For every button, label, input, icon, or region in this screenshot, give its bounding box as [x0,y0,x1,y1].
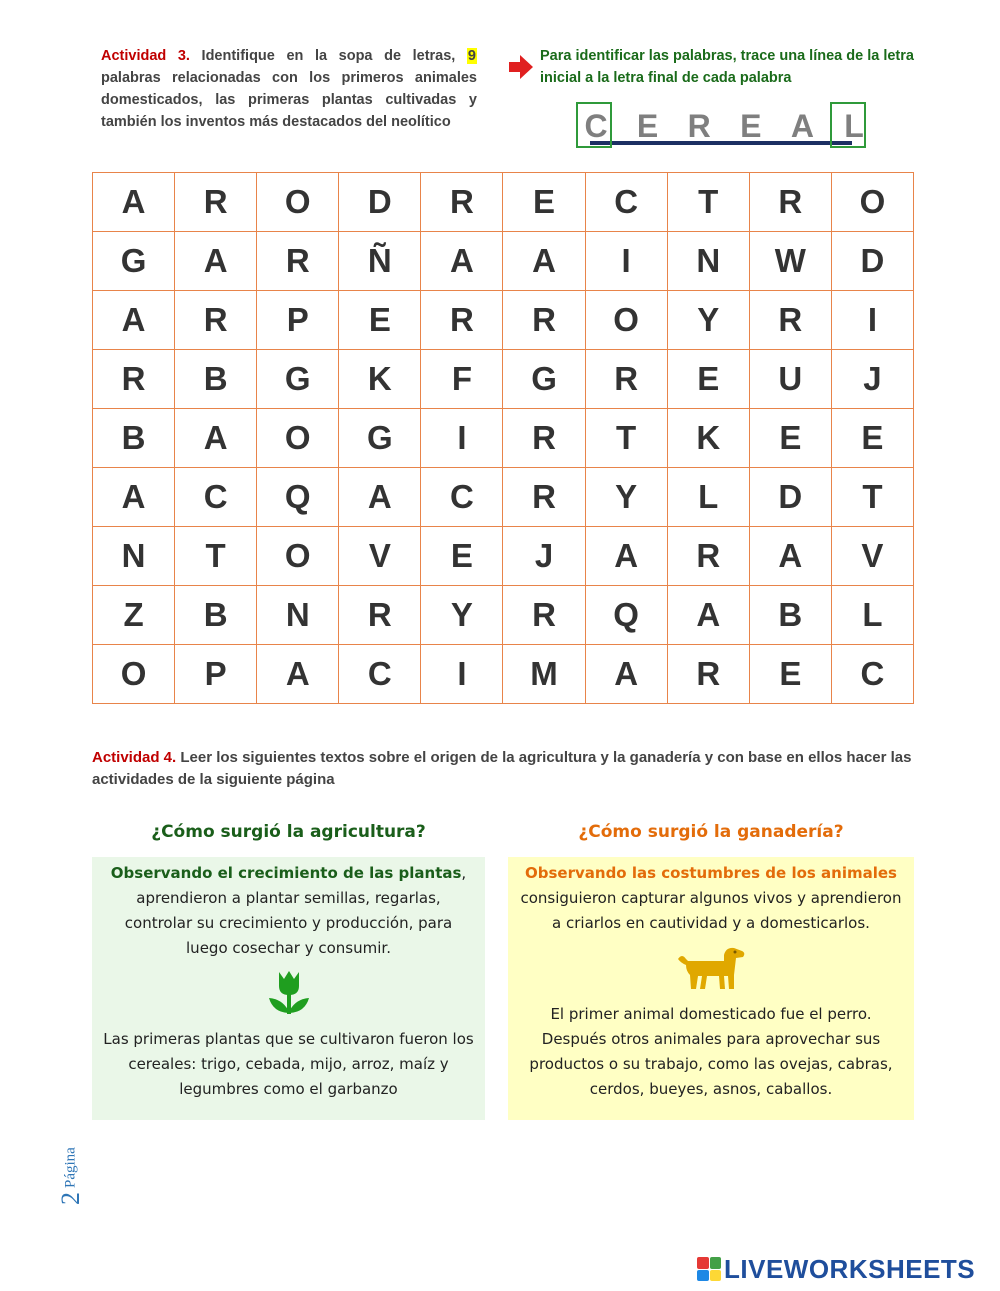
agriculture-paragraph-2: Las primeras plantas que se cultivaron fueron los cereales: trigo, cebada, mijo, arroz, maíz y legumbres como el garbanzo [103,1030,474,1098]
grid-cell[interactable]: K [668,409,750,468]
grid-cell[interactable]: R [668,527,750,586]
grid-cell[interactable]: A [257,645,339,704]
grid-cell[interactable]: C [339,645,421,704]
word-count-highlight: 9 [467,48,476,64]
grid-cell[interactable]: Y [668,291,750,350]
grid-cell[interactable]: A [339,468,421,527]
grid-cell[interactable]: B [93,409,175,468]
grid-cell[interactable]: L [832,586,914,645]
grid-cell[interactable]: R [668,645,750,704]
grid-cell[interactable]: R [339,586,421,645]
grid-cell[interactable]: J [832,350,914,409]
example-letter: A [790,107,814,144]
grid-cell[interactable]: E [832,409,914,468]
grid-cell[interactable]: T [586,409,668,468]
activity3-instructions [101,45,477,133]
grid-cell[interactable]: R [586,350,668,409]
livestock-paragraph-2: El primer animal domesticado fue el perro. Después otros animales para aprovechar sus productos o su trabajo, como las ovejas, cabras, cerdos, bueyes, asnos, caballos. [529,1005,893,1098]
grid-cell[interactable]: R [257,232,339,291]
grid-cell[interactable]: F [421,350,503,409]
liveworksheets-brand[interactable] [697,1255,975,1283]
example-letters [580,104,870,148]
grid-cell[interactable]: C [421,468,503,527]
grid-cell[interactable]: R [421,291,503,350]
grid-cell[interactable]: I [832,291,914,350]
activity4-text: Leer los siguientes textos sobre el origen de la agricultura y la ganadería y con base en ellos hacer las actividades de la siguiente página [92,749,912,788]
page-number [56,1125,86,1205]
activity3-label: Actividad 3. [101,48,190,64]
grid-cell[interactable]: E [339,291,421,350]
grid-cell[interactable]: I [421,409,503,468]
grid-cell[interactable]: D [339,173,421,232]
grid-cell[interactable]: I [586,232,668,291]
grid-cell[interactable]: T [668,173,750,232]
grid-cell[interactable]: J [503,527,585,586]
grid-cell[interactable]: A [668,586,750,645]
grid-cell[interactable]: B [175,350,257,409]
agriculture-heading: ¿Cómo surgió la agricultura? [151,822,426,842]
example-word [580,104,870,152]
example-letter: E [740,107,762,144]
grid-cell[interactable]: Y [421,586,503,645]
grid-cell[interactable]: R [503,409,585,468]
page-number-label: Página [62,1147,79,1188]
grid-cell[interactable]: B [175,586,257,645]
grid-cell[interactable]: Y [586,468,668,527]
activity3-hint: Para identificar las palabras, trace una línea de la letra inicial a la letra final de cada palabra [540,48,914,86]
grid-cell[interactable]: I [421,645,503,704]
grid-cell[interactable]: Q [586,586,668,645]
activity3-text-before: Identifique en la sopa de letras, [189,48,467,64]
activity4-instructions [92,747,922,791]
grid-cell[interactable]: L [668,468,750,527]
grid-cell[interactable]: E [421,527,503,586]
grid-cell[interactable]: R [421,173,503,232]
grid-cell[interactable]: A [93,291,175,350]
arrow-right-icon [507,53,535,81]
grid-cell[interactable]: R [175,291,257,350]
grid-cell[interactable]: M [503,645,585,704]
example-letter: R [687,107,711,144]
grid-cell[interactable]: R [503,468,585,527]
grid-cell[interactable]: G [93,232,175,291]
example-end-box [830,102,866,148]
grid-cell[interactable]: G [257,350,339,409]
grid-cell[interactable]: A [586,645,668,704]
grid-cell[interactable]: O [257,527,339,586]
grid-cell[interactable]: A [175,232,257,291]
grid-cell[interactable]: T [175,527,257,586]
grid-cell[interactable]: A [175,409,257,468]
grid-cell[interactable]: W [750,232,832,291]
grid-cell[interactable]: G [339,409,421,468]
grid-cell[interactable]: O [586,291,668,350]
grid-cell[interactable]: E [750,409,832,468]
grid-cell[interactable]: Z [93,586,175,645]
page-number-value: 2 [56,1192,85,1205]
grid-cell[interactable]: V [339,527,421,586]
grid-cell[interactable]: B [750,586,832,645]
livestock-paragraph-1 [518,861,904,936]
grid-cell[interactable]: G [503,350,585,409]
grid-cell[interactable]: Q [257,468,339,527]
grid-cell[interactable]: R [93,350,175,409]
grid-cell[interactable]: O [93,645,175,704]
grid-cell[interactable]: V [832,527,914,586]
grid-cell[interactable]: E [503,173,585,232]
grid-cell[interactable]: R [175,173,257,232]
grid-cell[interactable]: E [668,350,750,409]
livestock-text-1: consiguieron capturar algunos vivos y aprendieron a criarlos en cautividad y a domesticarlos. [520,889,902,932]
grid-cell[interactable]: A [750,527,832,586]
grid-cell[interactable]: A [93,173,175,232]
grid-cell[interactable]: N [668,232,750,291]
example-letter: L [844,107,864,144]
grid-cell[interactable]: K [339,350,421,409]
grid-cell[interactable]: C [832,645,914,704]
grid-cell[interactable]: A [586,527,668,586]
grid-cell[interactable]: A [503,232,585,291]
grid-cell[interactable]: E [750,645,832,704]
grid-cell[interactable]: P [257,291,339,350]
agriculture-text-1: , aprendieron a plantar semillas, regarlas, controlar su crecimiento y producción, para luego cosechar y consumir. [124,864,467,957]
livestock-panel [508,857,914,1120]
word-search-grid[interactable] [92,172,914,704]
grid-cell[interactable]: N [257,586,339,645]
grid-cell[interactable]: R [750,173,832,232]
grid-cell[interactable]: A [93,468,175,527]
grid-cell[interactable]: P [175,645,257,704]
grid-cell[interactable]: O [832,173,914,232]
grid-cell[interactable]: D [750,468,832,527]
example-letter: E [636,107,659,144]
grid-cell[interactable]: Ñ [339,232,421,291]
grid-cell[interactable]: R [503,586,585,645]
grid-cell[interactable]: O [257,409,339,468]
grid-cell[interactable]: R [503,291,585,350]
grid-cell[interactable]: C [175,468,257,527]
tulip-icon [265,968,313,1018]
agriculture-paragraph-1 [102,861,475,961]
dog-icon [676,945,746,991]
grid-cell[interactable]: D [832,232,914,291]
brand-name: LIVEWORKSHEETS [724,1253,976,1284]
grid-cell[interactable]: U [750,350,832,409]
grid-cell[interactable]: C [586,173,668,232]
activity3-text-after: palabras relacionadas con los primeros animales domesticados, las primeras plantas cultivadas y también los inventos más destacados del neolítico [101,70,477,130]
livestock-lead: Observando las costumbres de los animales [525,864,897,882]
grid-cell[interactable]: T [832,468,914,527]
livestock-heading: ¿Cómo surgió la ganadería? [578,822,844,842]
grid-cell[interactable]: O [257,173,339,232]
example-start-box [576,102,612,148]
activity4-label: Actividad 4. [92,749,177,766]
agriculture-lead: Observando el crecimiento de las plantas [110,864,462,882]
grid-cell[interactable]: N [93,527,175,586]
liveworksheets-logo-icon [697,1257,721,1281]
grid-cell[interactable]: A [421,232,503,291]
grid-cell[interactable]: R [750,291,832,350]
example-letter: C [584,107,608,144]
agriculture-panel [92,857,485,1120]
